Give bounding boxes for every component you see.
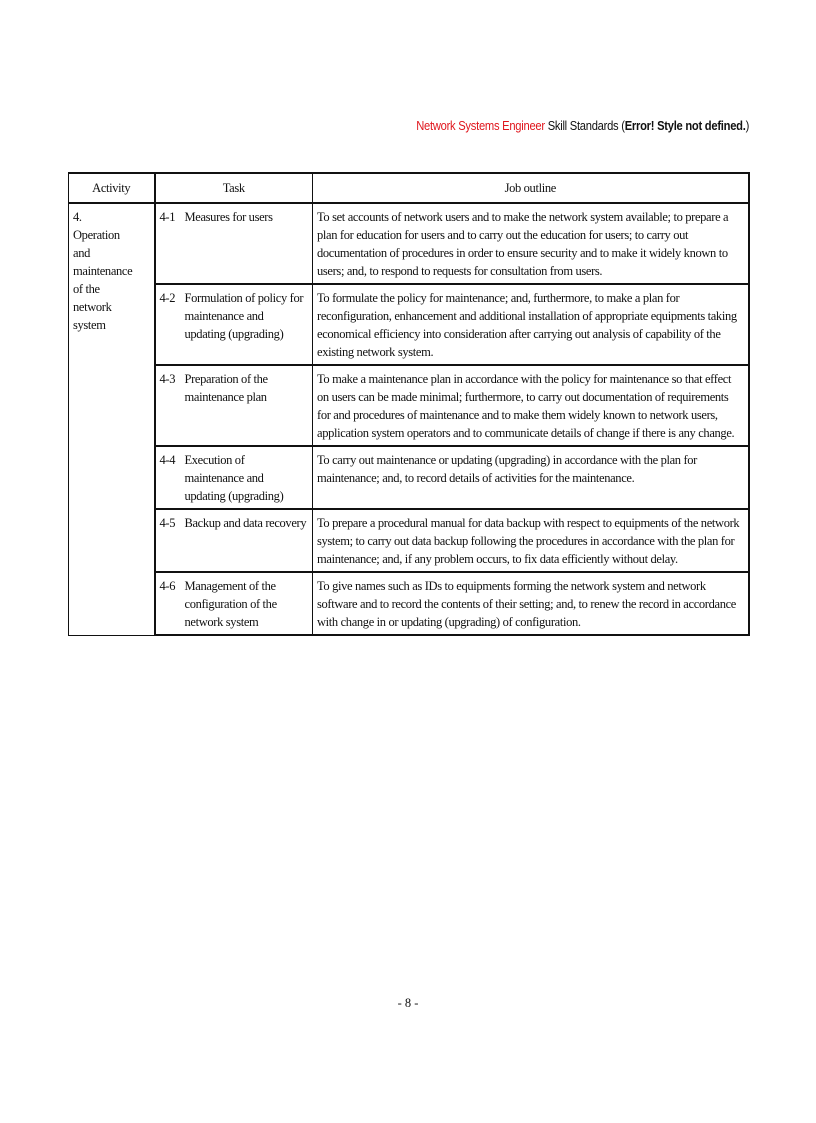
column-header-activity: Activity bbox=[69, 173, 155, 203]
activity-number: 4. bbox=[73, 210, 82, 224]
task-name: Preparation of the maintenance plan bbox=[184, 372, 268, 404]
table-header-row bbox=[69, 173, 749, 203]
job-outline-cell: To make a maintenance plan in accordance with the policy for maintenance so that effect on users can be made minimal; furthermore, to carry out documentation of requirements for and procedures of maintenance and to make them widely known to network users, application system operators and to communicate details of change if there is any change. bbox=[313, 365, 749, 446]
column-header-task: Task bbox=[155, 173, 313, 203]
header-title-red: Network Systems Engineer bbox=[416, 118, 545, 133]
table-row bbox=[69, 572, 749, 635]
table-row bbox=[69, 365, 749, 446]
job-outline-cell: To formulate the policy for maintenance; and, furthermore, to make a plan for reconfiguration, enhancement and additional installation of appropriate equipments taking economical efficiency into consideration after carrying out analysis of capability of the existing network system. bbox=[313, 284, 749, 365]
table-row bbox=[69, 446, 749, 509]
page-header bbox=[416, 118, 749, 133]
table-row bbox=[69, 509, 749, 572]
header-error-text: Error! Style not defined. bbox=[624, 118, 746, 133]
task-number: 4-3 bbox=[159, 372, 176, 386]
job-outline-cell: To give names such as IDs to equipments forming the network system and network software and to record the contents of their setting; and, to renew the record in accordance with change in or updating (upgrading) of configuration. bbox=[313, 572, 749, 635]
column-header-job-outline: Job outline bbox=[313, 173, 749, 203]
task-name: Formulation of policy for maintenance and updating (upgrading) bbox=[184, 291, 304, 341]
task-name: Backup and data recovery bbox=[184, 516, 307, 530]
page-number: - 8 - bbox=[397, 996, 419, 1010]
job-outline-cell: To prepare a procedural manual for data backup with respect to equipments of the network system; to carry out data backup following the procedures in accordance with the plan for maintenance; and, if any problem occurs, to fix data efficiently without delay. bbox=[313, 509, 749, 572]
task-number: 4-2 bbox=[159, 291, 176, 305]
task-name: Measures for users bbox=[184, 210, 273, 224]
header-paren-close: ) bbox=[745, 118, 749, 133]
header-title-rest: Skill Standards bbox=[547, 118, 619, 133]
task-cell bbox=[155, 365, 313, 446]
header-paren-open: ( bbox=[621, 118, 625, 133]
task-number: 4-5 bbox=[159, 516, 176, 530]
task-cell bbox=[155, 572, 313, 635]
task-cell bbox=[155, 203, 313, 284]
task-cell bbox=[155, 509, 313, 572]
activity-table bbox=[68, 172, 750, 636]
job-outline-cell: To set accounts of network users and to make the network system available; to prepare a plan for education for users and to carry out the education for users; to carry out documentation of procedures in order to ensure security and to make it widely known to users; and, to respond to requests for consultation from users. bbox=[313, 203, 749, 284]
task-cell bbox=[155, 446, 313, 509]
activity-label: Operation and maintenance of the network system bbox=[73, 228, 133, 332]
task-number: 4-1 bbox=[159, 210, 176, 224]
activity-cell bbox=[69, 203, 155, 635]
job-outline-cell: To carry out maintenance or updating (upgrading) in accordance with the plan for maintenance; and, to record details of activities for the maintenance. bbox=[313, 446, 749, 509]
task-cell bbox=[155, 284, 313, 365]
task-number: 4-4 bbox=[159, 453, 176, 467]
task-name: Management of the configuration of the network system bbox=[184, 579, 277, 629]
task-number: 4-6 bbox=[159, 579, 176, 593]
table-row bbox=[69, 203, 749, 284]
task-name: Execution of maintenance and updating (upgrading) bbox=[184, 453, 284, 503]
table-row bbox=[69, 284, 749, 365]
